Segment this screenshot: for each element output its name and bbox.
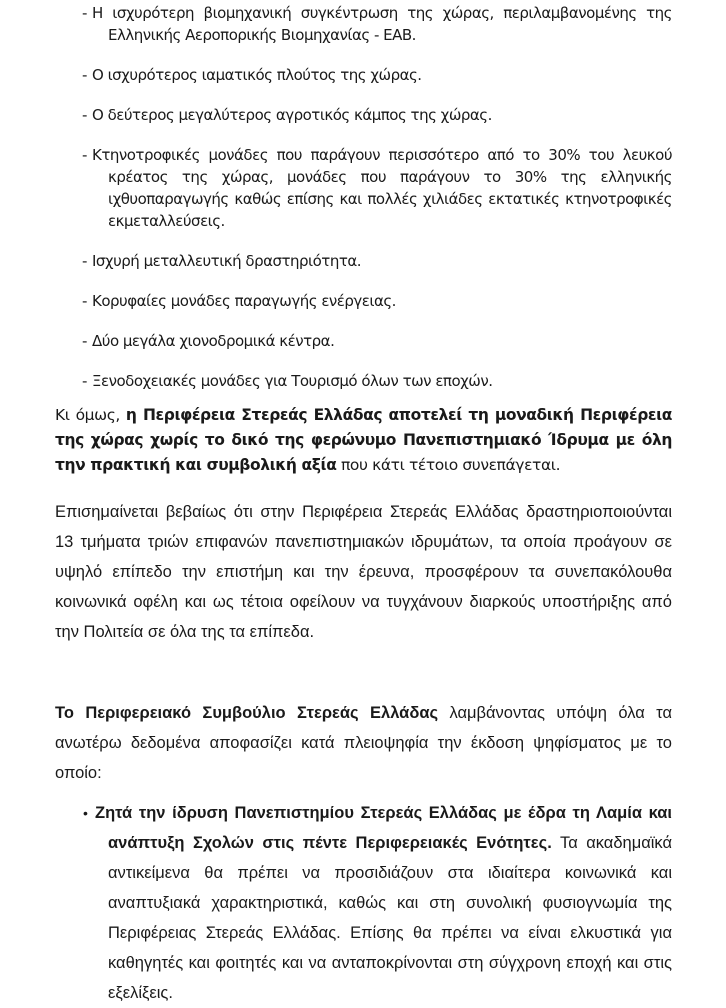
bullet-dot-icon: • <box>83 805 88 821</box>
list-item <box>82 104 672 126</box>
resolution-bullet-list <box>83 798 672 1008</box>
list-item <box>82 250 672 272</box>
list-item-text: Ο δεύτερος μεγαλύτερος αγροτικός κάμπος της χώρας. <box>92 106 492 124</box>
list-item <box>82 330 672 352</box>
existing-departments-paragraph <box>55 497 672 647</box>
list-item-text: Η ισχυρότερη βιομηχανική συγκέντρωση της χώρας, περιλαμβανομένης της Ελληνικής Αεροπορικής Βιομηχανίας - ΕΑΒ. <box>92 4 672 44</box>
dash-bullet: - <box>82 372 87 390</box>
list-item-text: Ισχυρή μεταλλευτική δραστηριότητα. <box>92 252 362 270</box>
dash-bullet: - <box>82 106 87 124</box>
paragraph-tail-text: λαμβάνοντας υπόψη όλα τα ανωτέρω δεδομένα αποφασίζει κατά πλειοψηφία την έκδοση ψηφίσματος με το οποίο: <box>55 704 672 782</box>
dash-bullet: - <box>82 4 87 22</box>
list-item <box>83 798 672 1008</box>
list-item <box>82 370 672 392</box>
dash-bullet: - <box>82 292 87 310</box>
list-item-text: Κορυφαίες μονάδες παραγωγής ενέργειας. <box>92 292 396 310</box>
list-item-text: Ξενοδοχειακές μονάδες για Τουρισμό όλων των εποχών. <box>92 372 493 390</box>
list-item-text: Ο ισχυρότερος ιαματικός πλούτος της χώρας. <box>92 66 422 84</box>
assets-dash-list <box>82 2 672 410</box>
bullet-bold-text: Ζητά την ίδρυση Πανεπιστημίου Στερεάς Ελλάδας με έδρα τη Λαμία και ανάπτυξη Σχολών στις πέντε Περιφερειακές Ενότητες. <box>95 804 672 852</box>
paragraph-bold-text: Το Περιφερειακό Συμβούλιο Στερεάς Ελλάδας <box>55 704 439 722</box>
list-item <box>82 144 672 232</box>
dash-bullet: - <box>82 146 87 164</box>
council-decision-paragraph <box>55 698 672 788</box>
list-item-text: Δύο μεγάλα χιονοδρομικά κέντρα. <box>92 332 335 350</box>
list-item <box>82 290 672 312</box>
paragraph-lead-text: Κι όμως, <box>55 406 126 424</box>
list-item <box>82 2 672 46</box>
dash-bullet: - <box>82 66 87 84</box>
dash-bullet: - <box>82 332 87 350</box>
no-university-paragraph <box>55 403 672 478</box>
list-item-text: Κτηνοτροφικές μονάδες που παράγουν περισσότερο από το 30% του λευκού κρέατος της χώρας, μονάδες που παράγουν το 30% της ελληνικής ιχθυοπαραγωγής καθώς επίσης και πολλές χιλιάδες εκτατικές κτηνοτροφικές εκμεταλλεύσεις. <box>92 146 672 230</box>
dash-bullet: - <box>82 252 87 270</box>
bullet-text: Τα ακαδημαϊκά αντικείμενα θα πρέπει να προσιδιάζουν στα ιδιαίτερα κοινωνικά και αναπτυξιακά χαρακτηριστικά, καθώς και στη συνολική φυσιογνωμία της Περιφέρειας Στερεάς Ελλάδας. Επίσης θα πρέπει να είναι ελκυστικά για καθηγητές και φοιτητές και να ανταποκρίνονται στη σύγχρονη εποχή και στις εξελίξεις. <box>108 834 672 1002</box>
paragraph-tail-text: που κάτι τέτοιο συνεπάγεται. <box>336 456 561 474</box>
paragraph-bold-text: η Περιφέρεια Στερεάς Ελλάδας αποτελεί τη μοναδική Περιφέρεια της χώρας χωρίς το δικό της φερώνυμο Πανεπιστημιακό Ίδρυμα με όλη την πρακτική και συμβολική αξία <box>55 406 673 474</box>
list-item <box>82 64 672 86</box>
paragraph-text: Επισημαίνεται βεβαίως ότι στην Περιφέρεια Στερεάς Ελλάδας δραστηριοποιούνται 13 τμήματα τριών επιφανών πανεπιστημιακών ιδρυμάτων, τα οποία προάγουν σε υψηλό επίπεδο την επιστήμη και την έρευνα, προσφέρουν τα συνεπακόλουθα κοινωνικά οφέλη και ως τέτοια οφείλουν να τυγχάνουν διαρκούς υποστήριξης από την Πολιτεία σε όλα της τα επίπεδα. <box>55 503 672 641</box>
